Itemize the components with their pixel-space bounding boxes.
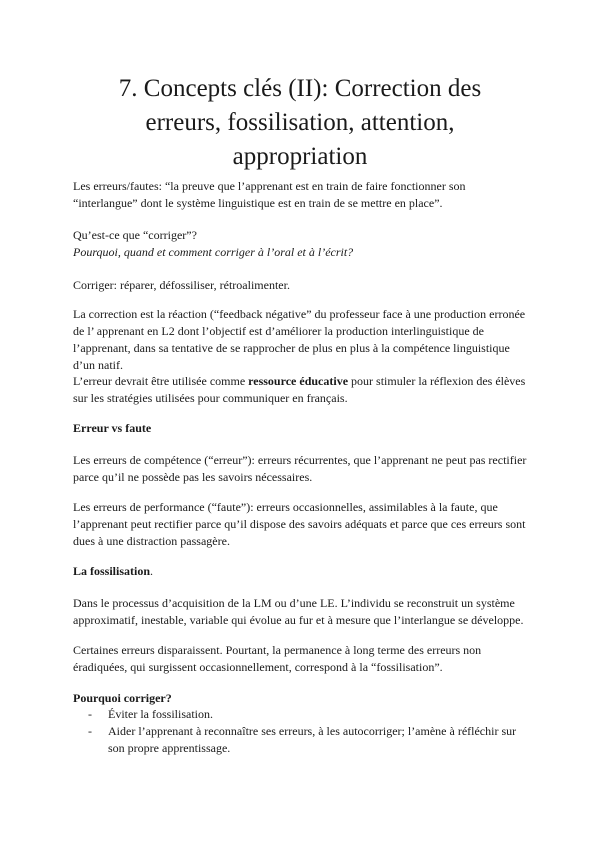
dash-bullet: - <box>88 724 92 738</box>
erreur-text-bold: ressource éducative <box>248 374 349 388</box>
question-subline: Pourquoi, quand et comment corriger à l’oral et à l’écrit? <box>73 245 354 259</box>
certaines-paragraph: Certaines erreurs disparaissent. Pourtant, la permanence à long terme des erreurs non éradiquées, qui surgissent occasionnellement, correspond à la “fossilisation”. <box>73 643 482 674</box>
heading-fossilisation-text: La fossilisation <box>73 564 151 578</box>
title-line-2: erreurs, fossilisation, attention, <box>145 109 455 136</box>
list-item <box>88 706 528 723</box>
section-heading-fossilisation <box>73 563 533 580</box>
heading-pourquoi-text: Pourquoi corriger? <box>73 691 172 705</box>
processus-paragraph: Dans le processus d’acquisition de la LM ou d’une LE. L’individu se reconstruit un système approximatif, inestable, variable qui évolue au fur et à mesure que l’interlangue se développe. <box>73 596 524 627</box>
list-item-text: Aider l’apprenant à reconnaître ses erreurs, à les autocorriger; l’amène à réfléchir sur son propre apprentissage. <box>108 724 517 755</box>
intro-paragraph: Les erreurs/fautes: “la preuve que l’apprenant est en train de faire fonctionner son “interlangue” dont le système linguistique est en train de se mettre en place”. <box>73 179 466 210</box>
correction-paragraph: La correction est la réaction (“feedback négative” du professeur face à une production erronée de l’ apprenant en L2 dont l’objectif est d’améliorer la production interlinguistique de l’apprenant, dans sa tentative de se rapprocher de plus en plus à la compétence linguistique d’un natif. <box>73 307 526 372</box>
competence-paragraph: Les erreurs de compétence (“erreur”): erreurs récurrentes, que l’apprenant ne peut pas rectifier parce qu’il ne possède pas les savoirs nécessaires. <box>73 453 527 484</box>
list-item <box>88 723 528 757</box>
title-line-3: appropriation <box>232 143 368 170</box>
heading-fossilisation-dot: . <box>150 564 154 578</box>
list-item-text: Éviter la fossilisation. <box>108 707 213 721</box>
corriger-definition: Corriger: réparer, défossiliser, rétroalimenter. <box>73 278 290 292</box>
erreur-paragraph <box>73 373 533 407</box>
page-title <box>60 72 540 174</box>
section-heading-pourquoi <box>73 690 533 707</box>
question-line: Qu’est-ce que “corriger”? <box>73 228 197 242</box>
section-heading-erreur-faute <box>73 420 533 437</box>
title-line-1: 7. Concepts clés (II): Correction des <box>118 75 482 102</box>
erreur-text-before: L’erreur devrait être utilisée comme <box>73 374 249 388</box>
pourquoi-list <box>88 706 528 757</box>
performance-paragraph: Les erreurs de performance (“faute”): erreurs occasionnelles, assimilables à la faute, que l’apprenant peut rectifier parce qu’il dispose des savoirs adéquats et parce que ces erreurs sont dues à une distraction passagère. <box>73 500 526 548</box>
heading-erreur-faute-text: Erreur vs faute <box>73 421 152 435</box>
dash-bullet: - <box>88 707 92 721</box>
erreur-text-after: pour stimuler la réflexion des élèves sur les stratégies utilisées pour communiquer en français. <box>73 374 526 405</box>
